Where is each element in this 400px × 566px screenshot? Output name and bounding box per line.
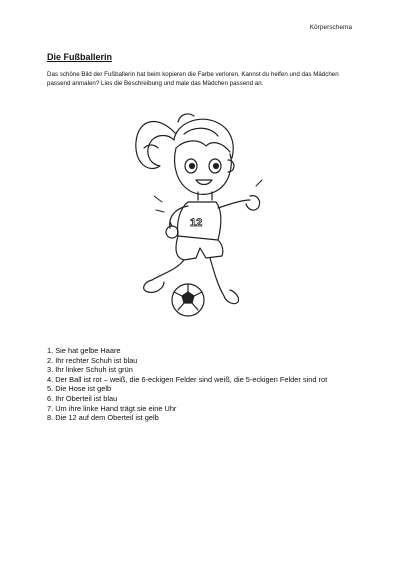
instruction-item: 5. Die Hose ist gelb bbox=[47, 384, 112, 394]
instruction-item: 8. Die 12 auf dem Oberteil ist gelb bbox=[47, 413, 159, 423]
coloring-instructions bbox=[47, 346, 357, 423]
section-header: Körperschema bbox=[309, 24, 352, 31]
shirt-number: 12 bbox=[190, 217, 203, 229]
worksheet-intro: Das schöne Bild der Fußballerin hat beim kopieren die Farbe verloren. Kannst du helfen und das Mädchen passend anmalen? Lies die Beschreibung und male das Mädchen passend an. bbox=[47, 71, 339, 88]
instruction-item: 7. Um ihre linke Hand trägt sie eine Uhr bbox=[47, 403, 177, 413]
instruction-item: 6. Ihr Oberteil ist blau bbox=[47, 393, 118, 403]
instruction-item: 3. Ihr linker Schuh ist grün bbox=[47, 365, 133, 375]
instruction-item: 2. Ihr rechter Schuh ist blau bbox=[47, 355, 138, 365]
instruction-item: 1. Sie hat gelbe Haare bbox=[47, 346, 121, 355]
worksheet-title: Die Fußballerin bbox=[47, 52, 113, 62]
football-girl-illustration bbox=[118, 104, 278, 330]
instruction-item: 4. Der Ball ist rot – weiß, die 6-eckigen Felder sind weiß, die 5-eckigen Felder sind rot bbox=[47, 374, 328, 384]
